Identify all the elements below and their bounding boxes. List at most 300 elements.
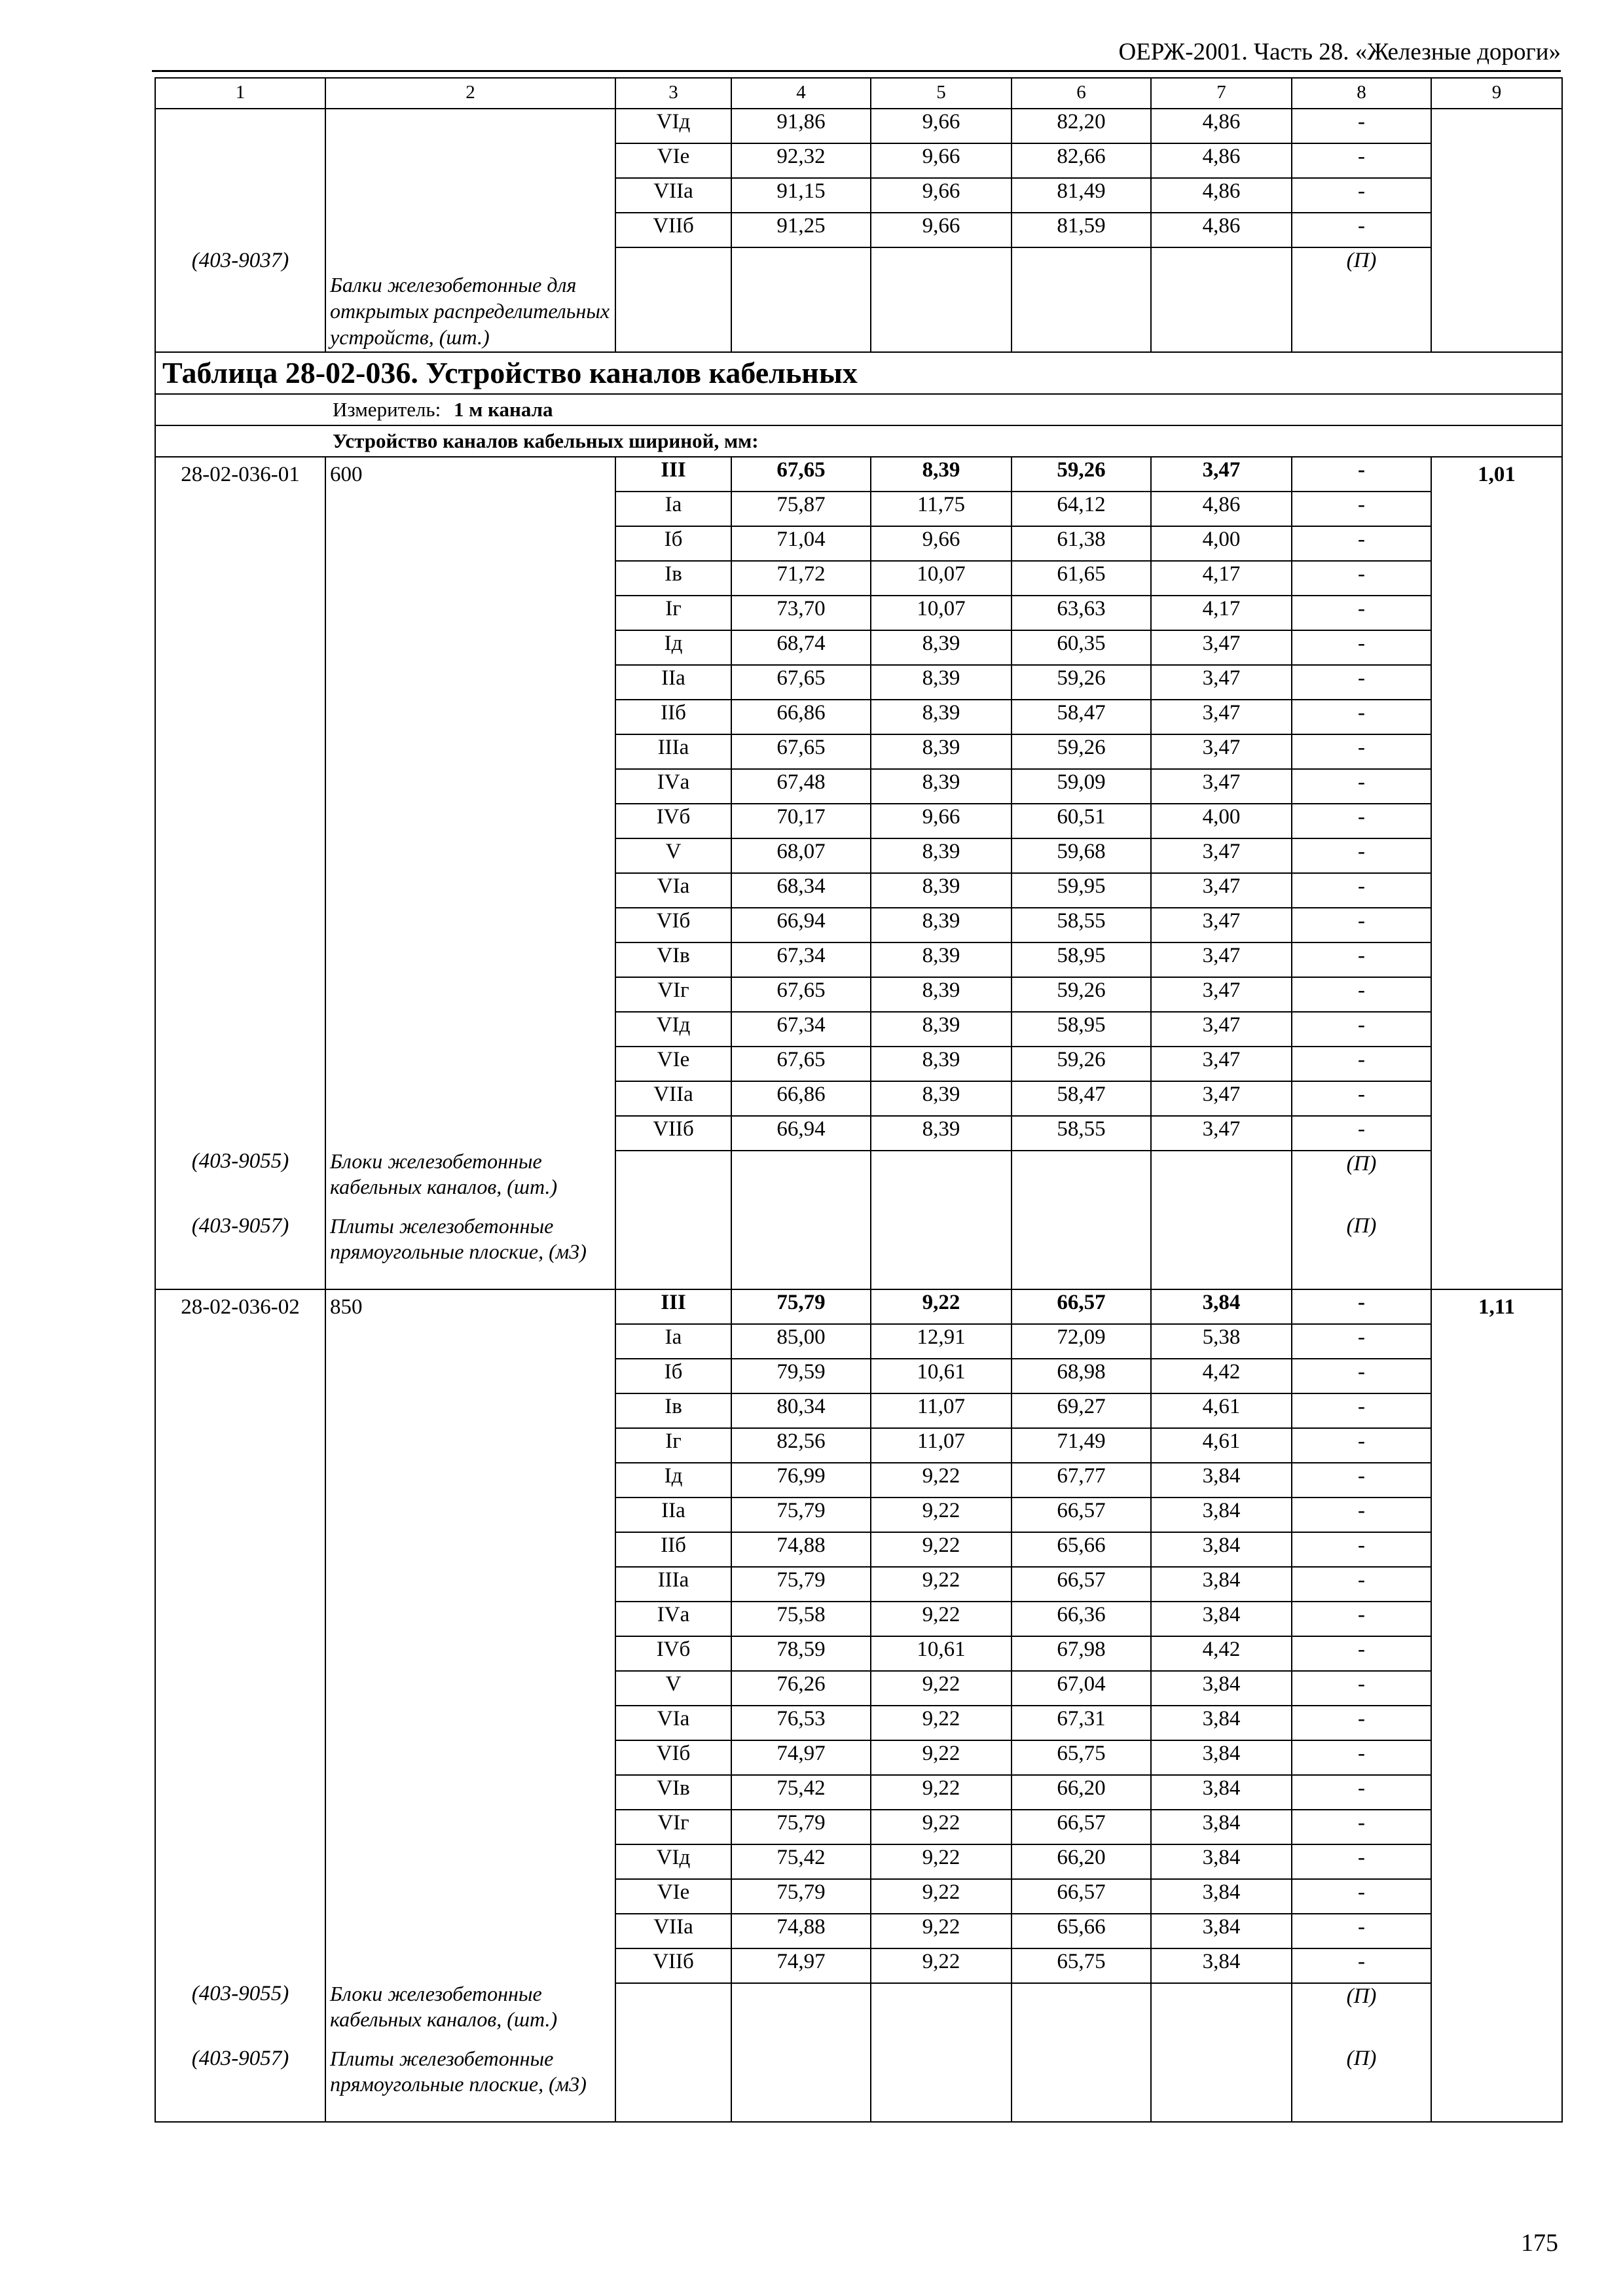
value-cell: 3,84 [1151,1671,1292,1706]
value-cell: 67,77 [1012,1463,1151,1498]
value-cell: 8,39 [871,838,1012,873]
value-cell: - [1292,526,1431,561]
value-cell: 75,79 [731,1498,871,1532]
value-cell: 4,86 [1151,492,1292,526]
value-cell: 10,07 [871,596,1012,630]
value-cell: 3,84 [1151,1289,1292,1324]
value-cell: - [1292,1393,1431,1428]
value-cell: 69,27 [1012,1393,1151,1428]
value-cell: 59,26 [1012,457,1151,492]
value-cell: 66,36 [1012,1602,1151,1636]
col9-value: 1,01 [1478,463,1516,486]
value-cell: 3,47 [1151,665,1292,700]
col9-value: 1,11 [1478,1295,1515,1319]
value-cell: 65,66 [1012,1532,1151,1567]
value-cell: IIб [615,1532,731,1567]
value-cell: 8,39 [871,665,1012,700]
value-cell: 12,91 [871,1324,1012,1359]
measure-label: Измеритель: [333,398,441,421]
value-cell: 58,55 [1012,1116,1151,1151]
value-cell: 59,26 [1012,1047,1151,1081]
value-cell: 8,39 [871,1012,1012,1047]
value-cell: VIг [615,977,731,1012]
value-cell: 3,47 [1151,1047,1292,1081]
value-cell: VIе [615,1047,731,1081]
value-cell: 74,97 [731,1740,871,1775]
value-cell: 4,86 [1151,109,1292,143]
value-cell: 61,38 [1012,526,1151,561]
value-cell: 3,47 [1151,1116,1292,1151]
resource-code: (403-9055) [191,1149,289,1173]
value-cell: 3,84 [1151,1948,1292,1983]
value-cell: 9,66 [871,526,1012,561]
value-cell: Iв [615,1393,731,1428]
value-cell: 66,20 [1012,1775,1151,1810]
value-cell: 63,63 [1012,596,1151,630]
value-cell: - [1292,769,1431,804]
resource-name: Балки железобетонные для открытых распределительных устройств, (шт.) [330,273,610,349]
value-cell: 74,88 [731,1532,871,1567]
value-cell: 11,07 [871,1428,1012,1463]
value-cell: 82,66 [1012,143,1151,178]
value-cell: 9,22 [871,1879,1012,1914]
value-cell: 9,66 [871,213,1012,247]
resource-mark: (П) [1346,1152,1377,1175]
value-cell: 85,00 [731,1324,871,1359]
resource-codes [156,1979,325,2121]
value-cell: 9,22 [871,1567,1012,1602]
value-cell: 3,84 [1151,1844,1292,1879]
value-cell: VIе [615,1879,731,1914]
value-cell: - [1292,596,1431,630]
value-cell: 59,26 [1012,665,1151,700]
column-number: 1 [155,78,325,109]
item-code: 28-02-036-02 [181,1295,300,1319]
value-cell: 66,57 [1012,1810,1151,1844]
value-cell: 71,49 [1012,1428,1151,1463]
value-cell: 3,84 [1151,1775,1292,1810]
item-code-cell [155,457,325,1289]
value-cell: 81,59 [1012,213,1151,247]
value-cell: 8,39 [871,769,1012,804]
value-cell: - [1292,1324,1431,1359]
resource-name: Плиты железобетонные прямоугольные плоские, (м3) [330,1214,587,1263]
value-cell: 76,99 [731,1463,871,1498]
value-cell: 80,34 [731,1393,871,1428]
value-cell: 75,87 [731,492,871,526]
value-cell: - [1292,1567,1431,1602]
value-cell: - [1292,1914,1431,1948]
subheading-cell [155,425,1562,457]
value-cell: 67,04 [1012,1671,1151,1706]
value-cell: IVа [615,769,731,804]
value-cell: 75,79 [731,1879,871,1914]
value-cell: 66,94 [731,908,871,942]
value-cell: VIб [615,908,731,942]
value-cell: 59,95 [1012,873,1151,908]
value-cell: VIIа [615,1081,731,1116]
value-cell: IIа [615,665,731,700]
value-cell: VIа [615,873,731,908]
value-cell: 82,56 [731,1428,871,1463]
value-cell: 8,39 [871,873,1012,908]
resource-code: (403-9057) [191,1214,289,1238]
value-cell: 9,22 [871,1810,1012,1844]
item-name-cell [325,457,615,1289]
column-number: 4 [731,78,871,109]
col9-cell [1431,109,1562,352]
value-cell: 91,86 [731,109,871,143]
value-cell: 9,22 [871,1844,1012,1879]
value-cell: - [1292,1116,1431,1151]
value-cell: 66,20 [1012,1844,1151,1879]
value-cell: 67,98 [1012,1636,1151,1671]
col9-cell [1431,457,1562,1289]
value-cell: 65,75 [1012,1740,1151,1775]
value-cell: 11,07 [871,1393,1012,1428]
value-cell: 9,22 [871,1602,1012,1636]
value-cell: 3,47 [1151,942,1292,977]
value-cell: - [1292,1289,1431,1324]
item-name: 850 [330,1295,363,1319]
item-code-cell [155,1289,325,2122]
value-cell: 8,39 [871,630,1012,665]
value-cell: 91,25 [731,213,871,247]
value-cell: 68,07 [731,838,871,873]
value-cell: - [1292,1602,1431,1636]
value-cell: 3,47 [1151,630,1292,665]
value-cell: - [1292,1498,1431,1532]
value-cell: 64,12 [1012,492,1151,526]
column-number: 2 [325,78,615,109]
value-cell: - [1292,838,1431,873]
value-cell: 76,26 [731,1671,871,1706]
value-cell: 3,47 [1151,457,1292,492]
value-cell: - [1292,213,1431,247]
value-cell: - [1292,977,1431,1012]
value-cell: 3,84 [1151,1567,1292,1602]
resource-level [615,1151,731,1289]
value-cell: 67,65 [731,457,871,492]
item-name: 600 [330,463,363,486]
value-cell: 8,39 [871,1081,1012,1116]
value-cell: VIIа [615,1914,731,1948]
rates-table [155,77,1563,2123]
value-cell: - [1292,630,1431,665]
value-cell: 8,39 [871,1116,1012,1151]
value-cell: 3,47 [1151,1012,1292,1047]
value-cell: - [1292,804,1431,838]
value-cell: - [1292,1081,1431,1116]
subheading-row [155,425,1562,457]
value-cell: 3,47 [1151,873,1292,908]
value-cell: 4,17 [1151,561,1292,596]
value-cell: 67,34 [731,942,871,977]
value-cell: 82,20 [1012,109,1151,143]
value-cell: 76,53 [731,1706,871,1740]
resource-level [615,1983,731,2122]
value-cell: 9,66 [871,178,1012,213]
value-cell: IIб [615,700,731,734]
value-cell: - [1292,873,1431,908]
value-cell: III [615,457,731,492]
value-cell: - [1292,457,1431,492]
value-cell: 58,95 [1012,942,1151,977]
name-cell [325,109,615,352]
value-cell: 9,22 [871,1463,1012,1498]
value-cell: 3,84 [1151,1463,1292,1498]
value-cell: 91,15 [731,178,871,213]
resource-marks [1292,1151,1431,1289]
resource-code: (403-9055) [191,1982,289,2005]
value-cell: 9,22 [871,1914,1012,1948]
value-cell: 8,39 [871,908,1012,942]
resource-mark: (П) [1346,2047,1377,2070]
value-cell: VIг [615,1810,731,1844]
value-cell: 9,22 [871,1706,1012,1740]
value-cell: 66,57 [1012,1879,1151,1914]
measure-value: 1 м канала [454,398,553,421]
value-cell: Iб [615,1359,731,1393]
value-cell: 8,39 [871,700,1012,734]
column-number: 7 [1151,78,1292,109]
value-cell: 4,86 [1151,178,1292,213]
value-cell: 60,35 [1012,630,1151,665]
value-cell: 59,26 [1012,734,1151,769]
value-cell: 3,47 [1151,700,1292,734]
value-cell: 70,17 [731,804,871,838]
value-cell: 68,74 [731,630,871,665]
resource-value [871,1151,1012,1289]
value-cell: - [1292,1879,1431,1914]
value-cell: - [1292,492,1431,526]
value-cell: 4,61 [1151,1428,1292,1463]
value-cell: Iб [615,526,731,561]
value-cell: 3,47 [1151,908,1292,942]
value-cell: 9,22 [871,1289,1012,1324]
value-cell: 9,22 [871,1498,1012,1532]
value-cell: Iа [615,1324,731,1359]
page-header-title: ОЕРЖ-2001. Часть 28. «Железные дороги» [1118,39,1561,65]
value-cell: Iг [615,596,731,630]
value-cell: - [1292,109,1431,143]
column-number: 8 [1292,78,1431,109]
value-cell: - [1292,1706,1431,1740]
value-cell: 75,58 [731,1602,871,1636]
value-cell: 8,39 [871,1047,1012,1081]
value-cell: 10,07 [871,561,1012,596]
value-cell: 3,84 [1151,1498,1292,1532]
table-row [155,109,1562,143]
value-cell: Iв [615,561,731,596]
value-cell: 9,22 [871,1671,1012,1706]
subheading-text: Устройство каналов кабельных шириной, мм: [333,429,759,452]
value-cell: 79,59 [731,1359,871,1393]
value-cell: 67,65 [731,1047,871,1081]
value-cell: 68,98 [1012,1359,1151,1393]
value-cell: 58,47 [1012,1081,1151,1116]
resource-name: Блоки железобетонные кабельных каналов, (шт.) [330,1982,558,2031]
column-number: 3 [615,78,731,109]
resource-value [1012,1151,1151,1289]
resource-name: Блоки железобетонные кабельных каналов, (шт.) [330,1149,558,1198]
col9-cell [1431,1289,1562,2122]
value-cell: 67,34 [731,1012,871,1047]
value-cell: - [1292,1012,1431,1047]
value-cell: - [1292,1532,1431,1567]
measure-row [155,394,1562,425]
value-cell: 71,72 [731,561,871,596]
value-cell: 9,66 [871,109,1012,143]
value-cell: - [1292,942,1431,977]
value-cell: 3,84 [1151,1532,1292,1567]
value-cell: 75,79 [731,1289,871,1324]
resource-marks [1292,1983,1431,2122]
header-rule [152,70,1561,72]
resource-mark: (П) [1346,1214,1377,1238]
value-cell: VIIб [615,1948,731,1983]
value-cell: VIв [615,942,731,977]
value-cell: - [1292,1671,1431,1706]
table-row [155,1289,1562,1324]
value-cell: VIб [615,1740,731,1775]
resource-value [731,1983,871,2122]
value-cell: - [1292,1844,1431,1879]
item-code: 28-02-036-01 [181,463,300,486]
value-cell: 81,49 [1012,178,1151,213]
value-cell: 66,94 [731,1116,871,1151]
table-title-row [155,352,1562,394]
value-cell: 4,42 [1151,1636,1292,1671]
value-cell: VIIа [615,178,731,213]
value-cell: 58,55 [1012,908,1151,942]
resource-v5 [871,247,1012,352]
value-cell: 9,66 [871,143,1012,178]
value-cell: - [1292,1775,1431,1810]
value-cell: 9,22 [871,1775,1012,1810]
value-cell: IIIа [615,734,731,769]
value-cell: 10,61 [871,1636,1012,1671]
value-cell: VIе [615,143,731,178]
value-cell: VIIб [615,213,731,247]
value-cell: 9,22 [871,1532,1012,1567]
value-cell: 9,22 [871,1948,1012,1983]
value-cell: 74,88 [731,1914,871,1948]
value-cell: 3,84 [1151,1914,1292,1948]
value-cell: 71,04 [731,526,871,561]
resource-names [330,1146,612,1289]
value-cell: 3,84 [1151,1879,1292,1914]
value-cell: 3,47 [1151,734,1292,769]
value-cell: Iд [615,630,731,665]
value-cell: - [1292,734,1431,769]
value-cell: 4,00 [1151,804,1292,838]
value-cell: 4,00 [1151,526,1292,561]
value-cell: - [1292,178,1431,213]
value-cell: 11,75 [871,492,1012,526]
value-cell: 8,39 [871,457,1012,492]
value-cell: 8,39 [871,942,1012,977]
value-cell: 8,39 [871,977,1012,1012]
resource-v7 [1151,247,1292,352]
value-cell: 3,84 [1151,1602,1292,1636]
value-cell: Iг [615,1428,731,1463]
resource-value [1012,1983,1151,2122]
value-cell: 66,86 [731,1081,871,1116]
value-cell: 66,57 [1012,1567,1151,1602]
rates-table-body [155,78,1562,2122]
value-cell: 10,61 [871,1359,1012,1393]
value-cell: 66,57 [1012,1289,1151,1324]
value-cell: VIа [615,1706,731,1740]
value-cell: 59,26 [1012,977,1151,1012]
value-cell: 61,65 [1012,561,1151,596]
value-cell: 3,84 [1151,1706,1292,1740]
resource-codes [156,1146,325,1289]
value-cell: - [1292,1428,1431,1463]
value-cell: - [1292,1810,1431,1844]
resource-mark: (П) [1346,1984,1377,2008]
value-cell: IVб [615,1636,731,1671]
value-cell: 5,38 [1151,1324,1292,1359]
value-cell: VIд [615,1012,731,1047]
value-cell: 4,61 [1151,1393,1292,1428]
value-cell: 4,17 [1151,596,1292,630]
item-name-cell [325,1289,615,2122]
value-cell: - [1292,561,1431,596]
value-cell: IVб [615,804,731,838]
value-cell: - [1292,1463,1431,1498]
value-cell: VIв [615,1775,731,1810]
value-cell: 9,66 [871,804,1012,838]
value-cell: - [1292,1047,1431,1081]
resource-value [731,1151,871,1289]
value-cell: 59,09 [1012,769,1151,804]
value-cell: Iд [615,1463,731,1498]
value-cell: III [615,1289,731,1324]
value-cell: 60,51 [1012,804,1151,838]
value-cell: VIIб [615,1116,731,1151]
value-cell: - [1292,1636,1431,1671]
value-cell: 75,79 [731,1810,871,1844]
resource-name: Плиты железобетонные прямоугольные плоские, (м3) [330,2047,587,2096]
value-cell: IIа [615,1498,731,1532]
value-cell: 78,59 [731,1636,871,1671]
table-title: Таблица 28-02-036. Устройство каналов кабельных [155,352,1562,394]
value-cell: - [1292,1948,1431,1983]
value-cell: 59,68 [1012,838,1151,873]
value-cell: 3,47 [1151,1081,1292,1116]
value-cell: 4,86 [1151,213,1292,247]
resource-v4 [731,247,871,352]
value-cell: 3,47 [1151,977,1292,1012]
value-cell: 3,84 [1151,1810,1292,1844]
value-cell: 67,48 [731,769,871,804]
value-cell: 72,09 [1012,1324,1151,1359]
value-cell: 3,84 [1151,1740,1292,1775]
code-cell [155,109,325,352]
resource-names [330,1979,612,2121]
value-cell: - [1292,700,1431,734]
value-cell: 66,57 [1012,1498,1151,1532]
resource-v6 [1012,247,1151,352]
value-cell: IVа [615,1602,731,1636]
value-cell: - [1292,1740,1431,1775]
value-cell: IIIа [615,1567,731,1602]
value-cell: 8,39 [871,734,1012,769]
page-number: 175 [1521,2229,1558,2257]
value-cell: 68,34 [731,873,871,908]
